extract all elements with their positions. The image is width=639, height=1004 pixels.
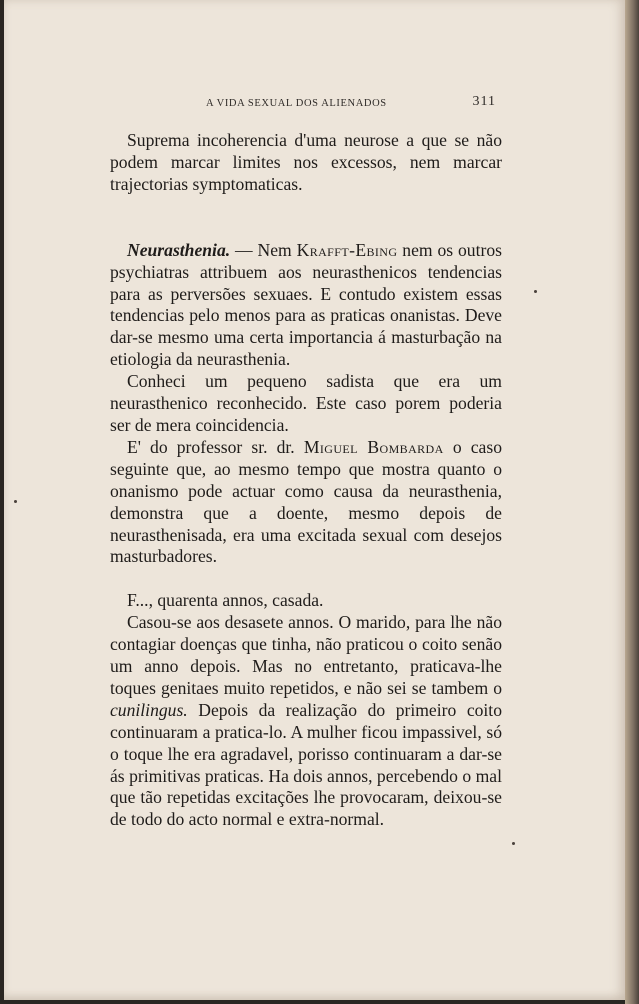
paper-speck [14, 500, 17, 503]
page-header [206, 94, 496, 114]
paper-speck [534, 290, 537, 293]
body-text [110, 130, 502, 831]
book-page [4, 0, 625, 1000]
book-edge [625, 0, 639, 1004]
running-head: A VIDA SEXUAL DOS ALIENADOS [206, 98, 387, 109]
paragraph-3: Conheci um pequeno sadista que era um neurasthenico reconhecido. Este caso porem poderia ser de mera coincidencia. [110, 371, 502, 435]
paragraph-case: Casou-se aos desasete annos. O marido, para lhe não contagiar doenças que tinha, não praticou o coito senão um anno depois. Mas no entretanto, praticava-lhe toques genitaes muito repetidos, e não sei se tambem o cunilingus. Depois da realização do primeiro coito continuaram a pratica-lo. A mulher ficou impassivel, só o toque lhe era agradavel, porisso continuaram a dar-se ás primitivas praticas. Ha dois annos, percebendo o mal que tão repetidas excitações lhe provocaram, deixou-se de todo do acto normal e extra-normal. [110, 612, 502, 830]
page-number: 311 [472, 94, 496, 109]
latin-term: cunilingus. [110, 699, 188, 720]
author-name: Krafft-Ebing [296, 239, 398, 260]
section-label: Neurasthenia. [127, 239, 231, 260]
author-name: Miguel Bombarda [303, 436, 444, 457]
paragraph-case-intro: F..., quarenta annos, casada. [127, 590, 324, 611]
paragraph-1: Suprema incoherencia d'uma neurose a que se não podem marcar limites nos excessos, nem marcar trajectorias symptomaticas. [110, 130, 502, 194]
paragraph-neurasthenia: Neurasthenia. — Nem Krafft-Ebing nem os outros psychiatras attribuem aos neurasthenicos tendencias para as perversões sexuaes. E contudo existem essas tendencias pelo menos para as praticas onanistas. Deve dar-se mesmo uma certa importancia á masturbação na etiologia da neurasthenia. [110, 239, 502, 370]
paper-speck [512, 842, 515, 845]
paragraph-4: E' do professor sr. dr. Miguel Bombarda o caso seguinte que, ao mesmo tempo que mostra quanto o onanismo pode actuar como causa da neurasthenia, demonstra que a doente, mesmo depois de neurasthenisada, era uma excitada sexual com desejos masturbadores. [110, 436, 502, 567]
